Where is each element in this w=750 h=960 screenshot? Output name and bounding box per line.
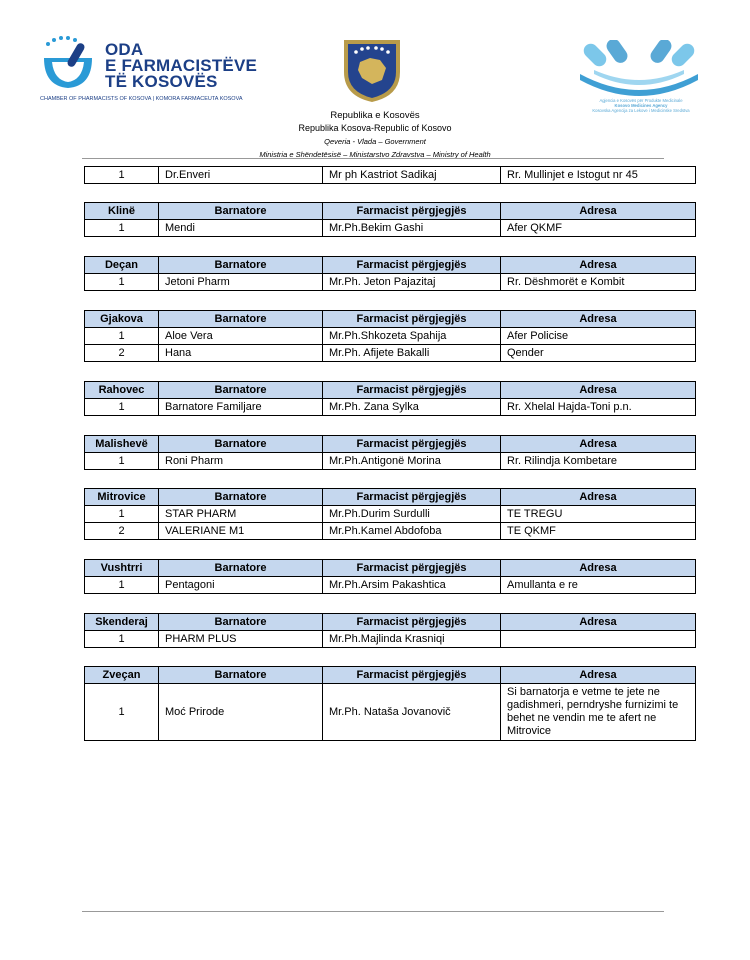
- agency-name: Agjencia e Kosovës për Produkte Medicinale Kosovo Medicines Agency Kosovska Agencija za Lekove i Medicinske Sredstva: [592, 98, 690, 113]
- chamber-subline: CHAMBER OF PHARMACISTS OF KOSOVA | KOMORA FARMACEUTA KOSOVA: [40, 96, 243, 102]
- table-cell: Barnatore Familjare: [159, 399, 323, 416]
- table-cell: Mr.Ph.Durim Surdulli: [323, 506, 501, 523]
- table-cell: 2: [85, 523, 159, 540]
- table-row: [85, 523, 696, 540]
- pharmacy-table-malisheve: [84, 435, 696, 470]
- column-header: Farmacist përgjegjës: [323, 560, 501, 577]
- table-row: [85, 274, 696, 291]
- table-header-row: [85, 436, 696, 453]
- table-cell: TE TREGU: [501, 506, 696, 523]
- table-cell: 1: [85, 274, 159, 291]
- column-header: Adresa: [501, 489, 696, 506]
- pharmacy-table-kline: [84, 202, 696, 237]
- table-cell: 1: [85, 328, 159, 345]
- column-header: Barnatore: [159, 203, 323, 220]
- column-header: Malishevë: [85, 436, 159, 453]
- column-header: Adresa: [501, 667, 696, 684]
- chamber-of-pharmacists-logo: [38, 36, 258, 108]
- chamber-name: ODA E FARMACISTËVE TË KOSOVËS: [105, 40, 258, 91]
- table-cell: Aloe Vera: [159, 328, 323, 345]
- table-cell: Qender: [501, 345, 696, 362]
- continued-table: [84, 166, 696, 184]
- column-header: Barnatore: [159, 257, 323, 274]
- table-cell: Amullanta e re: [501, 577, 696, 594]
- table-cell: Hana: [159, 345, 323, 362]
- table-row: [85, 328, 696, 345]
- pharmacy-table-skenderaj: [84, 613, 696, 648]
- table-row: [85, 220, 696, 237]
- table-cell: Afer QKMF: [501, 220, 696, 237]
- column-header: Barnatore: [159, 614, 323, 631]
- table-header-row: [85, 560, 696, 577]
- table-cell: Roni Pharm: [159, 453, 323, 470]
- table-cell: 2: [85, 345, 159, 362]
- table-cell: Mr.Ph.Arsim Pakashtica: [323, 577, 501, 594]
- column-header: Barnatore: [159, 311, 323, 328]
- table-cell: Mr.Ph. Jeton Pajazitaj: [323, 274, 501, 291]
- table-cell: Mendi: [159, 220, 323, 237]
- table-cell: Mr ph Kastriot Sadikaj: [323, 167, 501, 184]
- table-header-row: [85, 667, 696, 684]
- table-row: [85, 577, 696, 594]
- column-header: Adresa: [501, 203, 696, 220]
- table-cell: TE QKMF: [501, 523, 696, 540]
- table-row: [85, 506, 696, 523]
- table-header-row: [85, 614, 696, 631]
- column-header: Zveçan: [85, 667, 159, 684]
- table-cell: [501, 631, 696, 648]
- table-cell: Mr.Ph.Kamel Abdofoba: [323, 523, 501, 540]
- table-cell: 1: [85, 577, 159, 594]
- column-header: Adresa: [501, 257, 696, 274]
- column-header: Barnatore: [159, 667, 323, 684]
- footer-divider: [82, 911, 664, 912]
- table-header-row: [85, 382, 696, 399]
- table-cell: 1: [85, 453, 159, 470]
- table-row: [85, 453, 696, 470]
- column-header: Skenderaj: [85, 614, 159, 631]
- table-row: [85, 345, 696, 362]
- table-header-row: [85, 203, 696, 220]
- medicines-agency-logo: [574, 40, 704, 120]
- column-header: Vushtrri: [85, 560, 159, 577]
- column-header: Gjakova: [85, 311, 159, 328]
- table-cell: Rr. Dëshmorët e Kombit: [501, 274, 696, 291]
- table-cell: Si barnatorja e vetme te jete ne gadishmeri, perndryshe furnizimi te behet ne vendin me te afert ne Mitrovice: [501, 684, 696, 741]
- column-header: Barnatore: [159, 560, 323, 577]
- mortar-pestle-icon: [38, 36, 98, 94]
- column-header: Farmacist përgjegjës: [323, 203, 501, 220]
- table-header-row: [85, 489, 696, 506]
- column-header: Farmacist përgjegjës: [323, 614, 501, 631]
- column-header: Mitrovice: [85, 489, 159, 506]
- table-cell: Mr.Ph.Antigonë Morina: [323, 453, 501, 470]
- document-header: [0, 0, 750, 160]
- column-header: Farmacist përgjegjës: [323, 257, 501, 274]
- table-cell: PHARM PLUS: [159, 631, 323, 648]
- table-cell: Mr.Ph.Bekim Gashi: [323, 220, 501, 237]
- kosovo-coat-of-arms-icon: [340, 38, 404, 104]
- pharmacy-table-mitrovice: [84, 488, 696, 540]
- medicines-agency-emblem-icon: [574, 40, 704, 96]
- table-row: [85, 167, 696, 184]
- header-divider: [82, 158, 664, 159]
- government-heading: Republika e Kosovës Republika Kosova-Republic of Kosovo Qeveria - Vlada – Government Ministria e Shëndetësisë – Ministarstvo Zdravstva – Ministry of Health: [259, 110, 491, 159]
- pharmacy-table-gjakova: [84, 310, 696, 362]
- table-cell: Mr.Ph.Majlinda Krasniqi: [323, 631, 501, 648]
- table-cell: 1: [85, 399, 159, 416]
- table-cell: Jetoni Pharm: [159, 274, 323, 291]
- table-cell: Rr. Rilindja Kombetare: [501, 453, 696, 470]
- pharmacy-table-zvecan: [84, 666, 696, 741]
- table-cell: Rr. Xhelal Hajda-Toni p.n.: [501, 399, 696, 416]
- table-cell: Rr. Mullinjet e Istogut nr 45: [501, 167, 696, 184]
- table-cell: 1: [85, 684, 159, 741]
- table-cell: Moć Prirode: [159, 684, 323, 741]
- table-cell: Mr.Ph. Zana Sylka: [323, 399, 501, 416]
- column-header: Barnatore: [159, 382, 323, 399]
- table-row: [85, 684, 696, 741]
- table-row: [85, 631, 696, 648]
- table-cell: 1: [85, 506, 159, 523]
- pharmacy-table-vushtrri: [84, 559, 696, 594]
- table-row: [85, 399, 696, 416]
- table-cell: Mr.Ph. Afijete Bakalli: [323, 345, 501, 362]
- table-cell: 1: [85, 220, 159, 237]
- column-header: Farmacist përgjegjës: [323, 311, 501, 328]
- column-header: Adresa: [501, 311, 696, 328]
- table-cell: VALERIANE M1: [159, 523, 323, 540]
- table-header-row: [85, 311, 696, 328]
- column-header: Adresa: [501, 614, 696, 631]
- table-cell: Mr.Ph.Shkozeta Spahija: [323, 328, 501, 345]
- column-header: Farmacist përgjegjës: [323, 667, 501, 684]
- table-cell: Dr.Enveri: [159, 167, 323, 184]
- table-cell: 1: [85, 631, 159, 648]
- column-header: Farmacist përgjegjës: [323, 382, 501, 399]
- column-header: Barnatore: [159, 436, 323, 453]
- table-cell: Afer Policise: [501, 328, 696, 345]
- pharmacy-table-decan: [84, 256, 696, 291]
- table-cell: Mr.Ph. Nataša Jovanovič: [323, 684, 501, 741]
- column-header: Rahovec: [85, 382, 159, 399]
- column-header: Farmacist përgjegjës: [323, 489, 501, 506]
- column-header: Klinë: [85, 203, 159, 220]
- table-cell: 1: [85, 167, 159, 184]
- table-header-row: [85, 257, 696, 274]
- column-header: Adresa: [501, 382, 696, 399]
- pharmacy-table-rahovec: [84, 381, 696, 416]
- table-cell: STAR PHARM: [159, 506, 323, 523]
- table-cell: Pentagoni: [159, 577, 323, 594]
- column-header: Deçan: [85, 257, 159, 274]
- column-header: Barnatore: [159, 489, 323, 506]
- column-header: Adresa: [501, 560, 696, 577]
- column-header: Adresa: [501, 436, 696, 453]
- column-header: Farmacist përgjegjës: [323, 436, 501, 453]
